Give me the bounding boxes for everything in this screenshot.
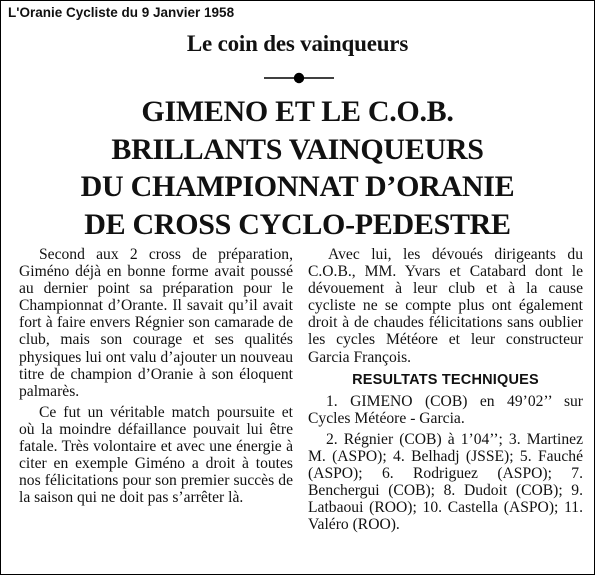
headline-line: DU CHAMPIONNAT D’ORANIE xyxy=(80,170,515,203)
left-column xyxy=(19,246,293,510)
ornament-dot xyxy=(294,73,304,83)
ornament-divider xyxy=(264,72,334,84)
results-heading: RESULTATS TECHNIQUES xyxy=(352,371,539,388)
headline-line: BRILLANTS VAINQUEURS xyxy=(111,132,484,166)
publication-header: L'Oranie Cycliste du 9 Janvier 1958 xyxy=(8,5,235,20)
headline-line: DE CROSS CYCLO-PEDESTRE xyxy=(84,207,511,241)
article-paragraph: Ce fut un véritable match poursuite et où la moindre défaillance pouvait lui être fatale. Très volontaire et avec une énergie à citer en exemple Giméno a droit à toutes nos félicitations pour son premier succès de la saison qui ne doit pas s’arrêter là. xyxy=(19,403,293,507)
article-paragraph: Second aux 2 cross de préparation, Giméno déjà en bonne forme avait poussé au dernier point sa préparation pour le Championnat d’Orante. Il savait qu’il avait fort à faire envers Régnier son camarade de club, mais son courage et ses qualités physiques lui ont valu d’ajouter un nouveau titre de champion d’Oranie à son éloquent palmarès. xyxy=(19,246,293,400)
headline-line: GIMENO ET LE C.O.B. xyxy=(141,95,454,128)
result-entry: 1. GIMENO (COB) en 49’02’’ sur Cycles Météore - Garcia. xyxy=(308,392,583,427)
headline xyxy=(1,93,594,243)
section-title: Le coin des vainqueurs xyxy=(186,31,409,56)
right-column xyxy=(308,246,583,538)
result-entry: 2. Régnier (COB) à 1’04’’; 3. Martinez M. (ASPO); 4. Belhadj (JSSE); 5. Fauché (ASPO); 6. Rodriguez (ASPO); 7. Benchergui (COB); 8. Dudoit (COB); 9. Latbaoui (ROO); 10. Castella (ASPO); 11. Valéro (ROO). xyxy=(308,430,583,534)
article-paragraph: Avec lui, les dévoués dirigeants du C.O.B., MM. Yvars et Catabard dont le dévouement à leur club et à la cause cycliste ne se compte plus ont également droit à de chaudes félicitations sans oublier les cycles Météore et leur constructeur Garcia François. xyxy=(308,246,583,366)
